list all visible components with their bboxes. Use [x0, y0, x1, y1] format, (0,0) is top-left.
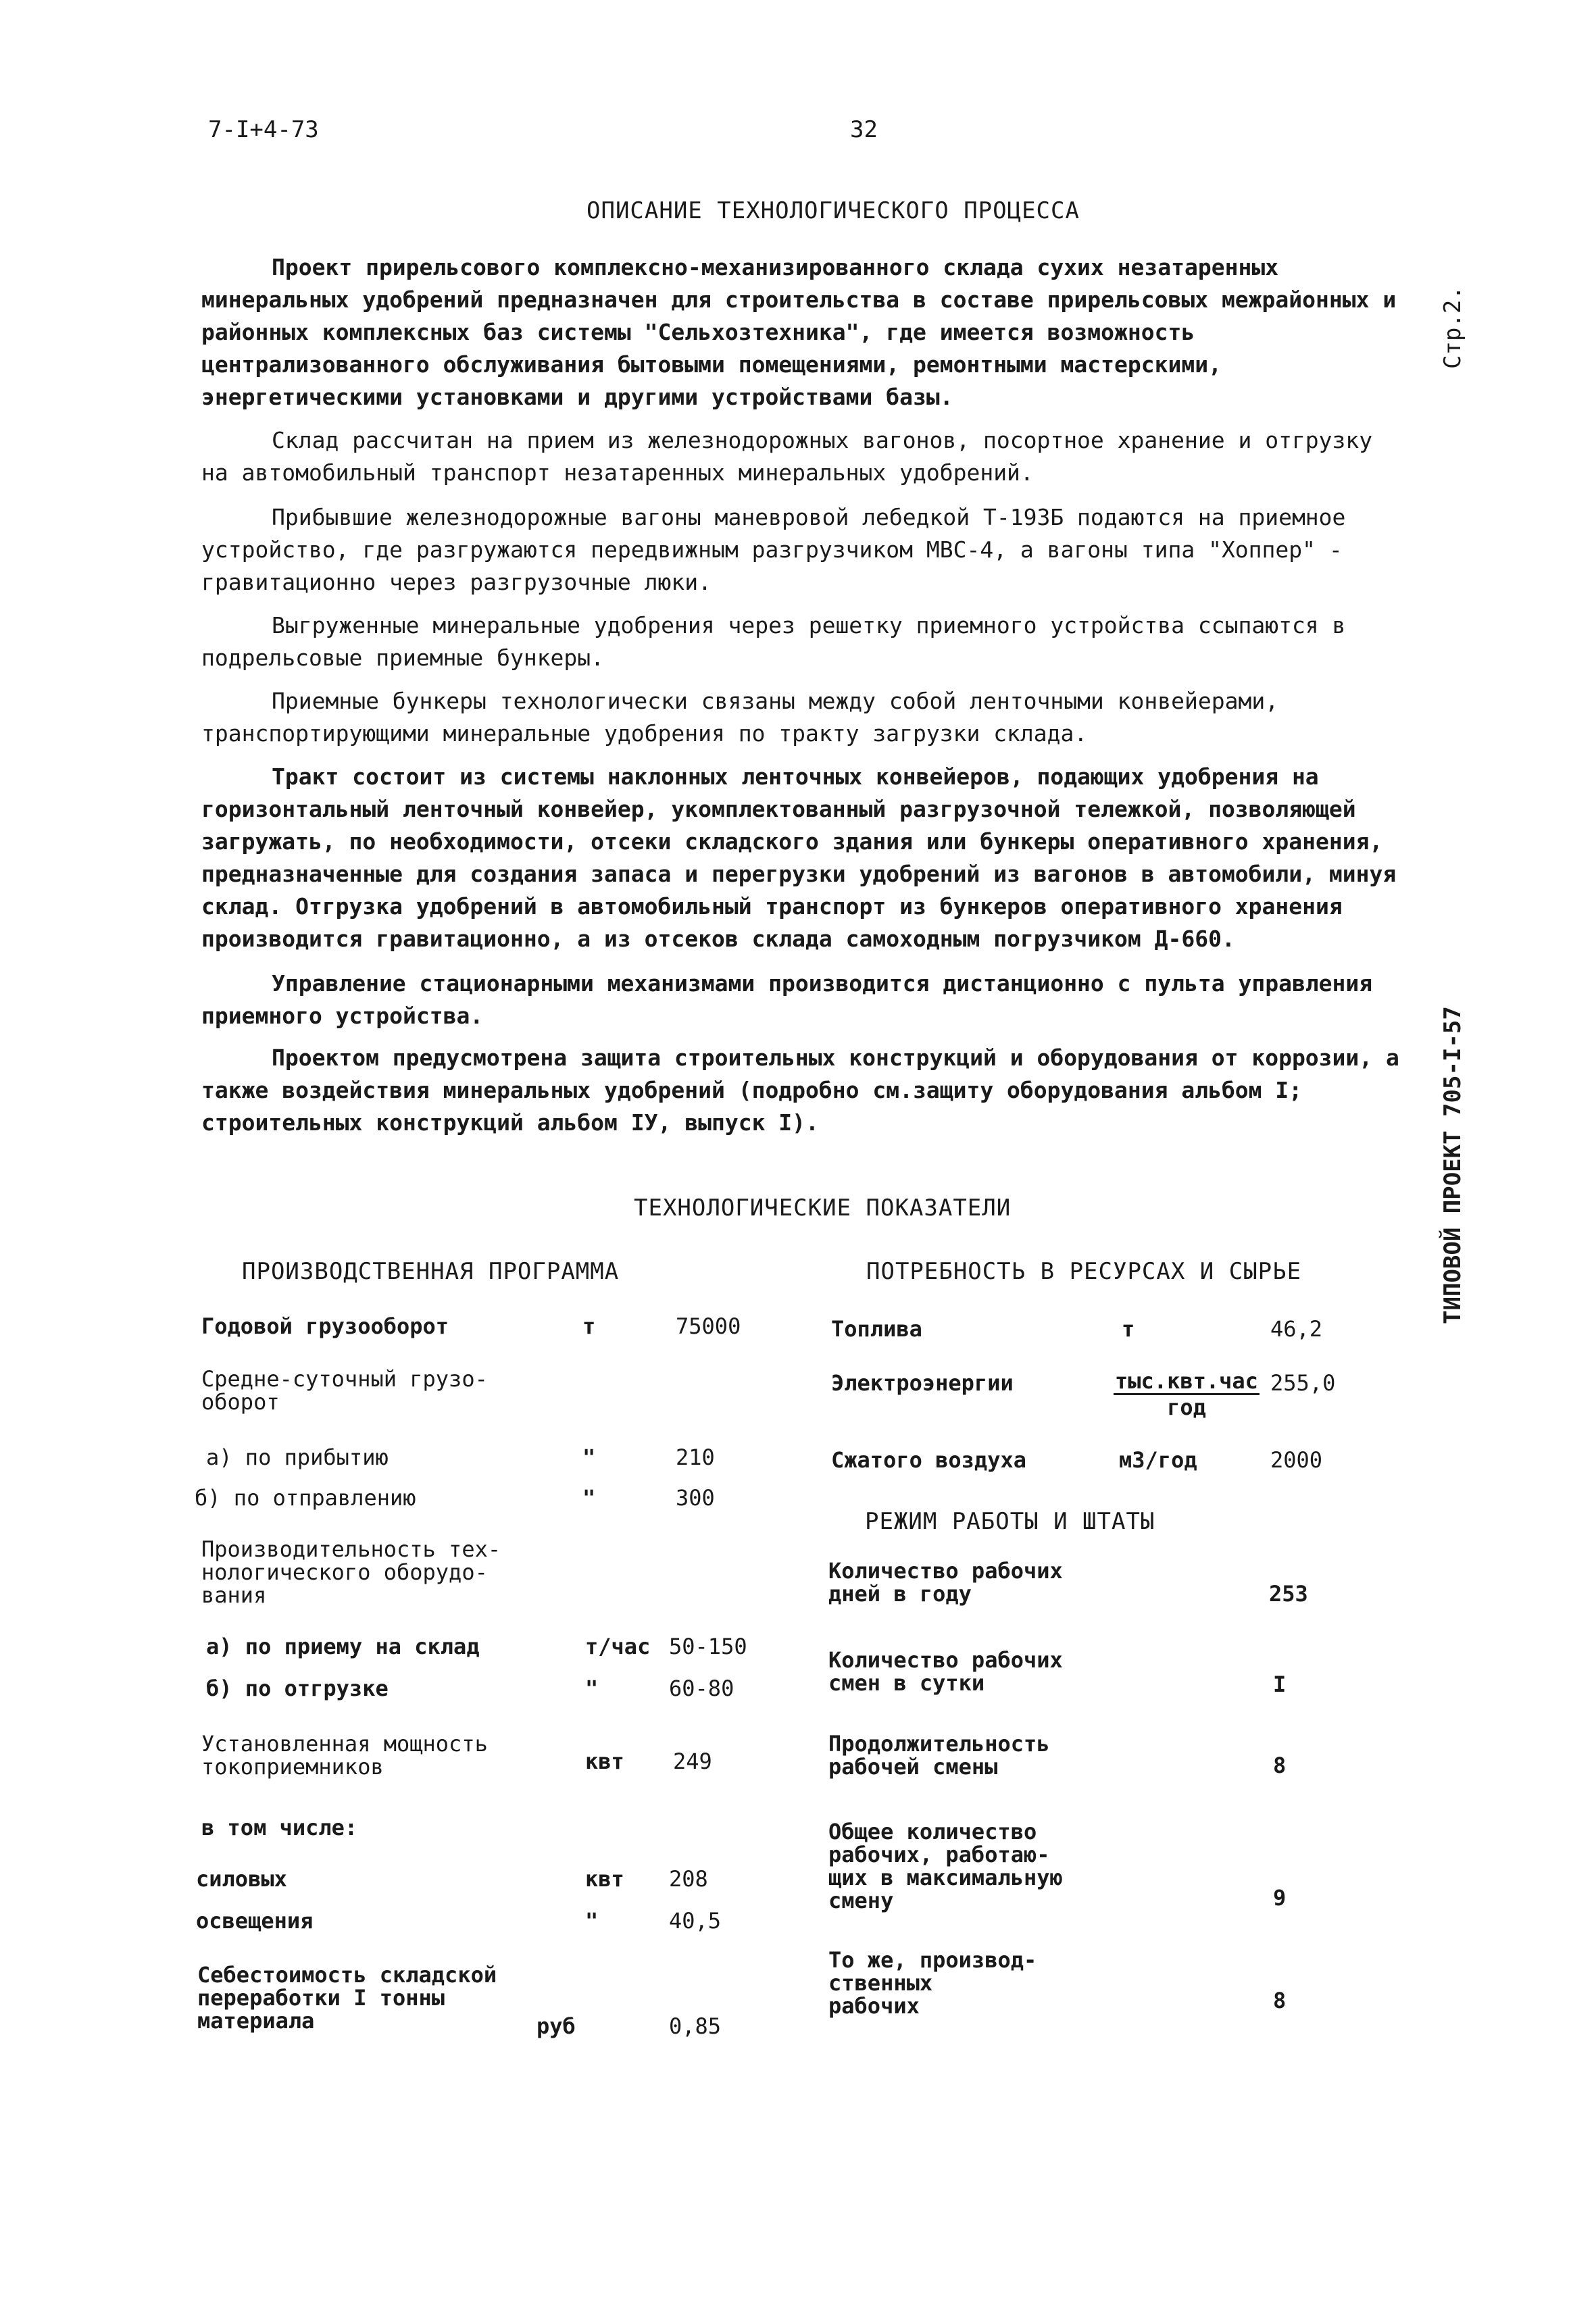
program-row-label: освещения [196, 1908, 314, 1934]
paragraph-8: Проектом предусмотрена защита строительных конструкций и оборудования от коррозии, а также воздействия минеральных удобрений (подробно см.защиту оборудования альбом I; строительных конструкций альбом IУ, выпуск I). [201, 1045, 1399, 1136]
staff-row-label: Общее количество рабочих, работаю- щих в максимальную смену [828, 1819, 1063, 1913]
program-row-unit: квт [585, 1749, 624, 1774]
program-row-value: 50-150 [669, 1634, 747, 1659]
paragraph-7: Управление стационарными механизмами производится дистанционно с пульта управления приемного устройства. [201, 970, 1373, 1029]
side-project-label: ТИПОВОЙ ПРОЕКТ 705-I-57 [1439, 1006, 1466, 1324]
paragraph-3: Прибывшие железнодорожные вагоны маневровой лебедкой Т-193Б подаются на приемное устройство, где разгружаются передвижным разгрузчиком МВС-4, а вагоны типа "Хоппер" - гравитационно через разгрузочные люки. [201, 504, 1346, 595]
staff-row-label: Количество рабочих смен в сутки [828, 1647, 1063, 1696]
program-row-unit: " [582, 1485, 596, 1511]
paragraph-1: Проект прирельсового комплексно-механизированного склада сухих незатаренных минеральных удобрений предназначен для строительства в составе прирельсовых межрайонных и районных комплексных баз системы "Сельхозтехника", где имеется возможность централизованного обслуживания бытовыми помещениями, ремонтными мастерскими, энергетическими установками и другими устройствами базы. [201, 254, 1397, 410]
program-row-value: 300 [676, 1485, 715, 1511]
description-title: ОПИСАНИЕ ТЕХНОЛОГИЧЕСКОГО ПРОЦЕССА [587, 197, 1080, 224]
unit-denominator: год [1167, 1394, 1206, 1420]
program-row-label: б) по отправлению [195, 1485, 416, 1511]
program-row-label: Годовой грузооборот [201, 1313, 449, 1339]
page-number: 32 [850, 116, 878, 143]
resources-row-value: 255,0 [1270, 1370, 1336, 1396]
staff-row-label: Продолжительность рабочей смены [828, 1731, 1050, 1780]
program-row-value: 60-80 [669, 1676, 734, 1701]
program-row-unit: " [582, 1444, 596, 1470]
paragraph-5: Приемные бункеры технологически связаны между собой ленточными конвейерами, транспортирующими минеральные удобрения по тракту загрузки склада. [201, 688, 1279, 747]
program-row-label: силовых [196, 1866, 287, 1892]
program-row-value: 75000 [676, 1313, 741, 1339]
staff-row-label: То же, производ- ственных рабочих [828, 1947, 1037, 2019]
indicators-title: ТЕХНОЛОГИЧЕСКИЕ ПОКАЗАТЕЛИ [634, 1194, 1012, 1222]
resources-row-label: Топлива [831, 1316, 922, 1342]
resources-row-value: 2000 [1270, 1447, 1323, 1473]
program-row-label: Себестоимость складской переработки I тонны материала [197, 1962, 497, 2034]
staff-row-value: I [1273, 1671, 1287, 1697]
resources-row-value: 46,2 [1270, 1316, 1323, 1342]
program-row-unit: квт [585, 1866, 624, 1892]
side-page-ref: Стр.2. [1439, 286, 1466, 369]
program-row-label: в том числе: [201, 1815, 358, 1840]
program-row-label: Производительность тех- нологического оборудо- вания [201, 1536, 501, 1608]
resources-title: ПОТРЕБНОСТЬ В РЕСУРСАХ И СЫРЬЕ [866, 1258, 1302, 1285]
program-title: ПРОИЗВОДСТВЕННАЯ ПРОГРАММА [242, 1258, 620, 1285]
resources-row-unit: м3/год [1119, 1447, 1197, 1473]
program-row-label: б) по отгрузке [206, 1676, 389, 1701]
program-row-unit: руб [537, 2013, 576, 2039]
program-row-value: 0,85 [669, 2013, 722, 2039]
paragraph-2: Склад рассчитан на прием из железнодорожных вагонов, посортное хранение и отгрузку на автомобильный транспорт незатаренных минеральных удобрений. [201, 427, 1373, 486]
program-row-label: Установленная мощность токоприемников [201, 1731, 488, 1780]
program-row-unit: " [585, 1908, 599, 1934]
resources-row-label: Сжатого воздуха [831, 1447, 1026, 1473]
program-row-label: а) по прибытию [206, 1444, 389, 1470]
program-row-label: а) по приему на склад [206, 1634, 480, 1659]
program-row-value: 40,5 [669, 1908, 722, 1934]
resources-row-unit-fraction [1114, 1369, 1260, 1419]
staff-row-value: 253 [1269, 1581, 1308, 1607]
resources-row-label: Электроэнергии [831, 1370, 1014, 1396]
staff-row-value: 8 [1273, 1753, 1287, 1778]
staff-row-label: Количество рабочих дней в году [828, 1558, 1063, 1607]
paragraph-4: Выгруженные минеральные удобрения через решетку приемного устройства ссыпаются в подрельсовые приемные бункеры. [201, 612, 1346, 671]
program-row-value: 249 [673, 1749, 712, 1774]
program-row-unit: т [582, 1313, 596, 1339]
program-row-value: 210 [676, 1444, 715, 1470]
resources-row-unit: т [1122, 1316, 1135, 1342]
staff-title: РЕЖИМ РАБОТЫ И ШТАТЫ [865, 1508, 1155, 1535]
program-row-unit: т/час [585, 1634, 651, 1659]
paragraph-6: Тракт состоит из системы наклонных ленточных конвейеров, подающих удобрения на горизонтальный ленточный конвейер, укомплектованный разгрузочной тележкой, позволяющей загружать, по необходимости, отсеки складского здания или бункеры оперативного хранения, предназначенные для создания запаса и перегрузки удобрений из вагонов в автомобили, минуя склад. Отгрузка удобрений в автомобильный транспорт из бункеров оперативного хранения производится гравитационно, а из отсеков склада самоходным погрузчиком Д-660. [201, 763, 1397, 952]
document-code: 7-I+4-73 [208, 116, 319, 143]
program-row-unit: " [585, 1676, 599, 1701]
program-row-value: 208 [669, 1866, 708, 1892]
program-row-label: Средне-суточный грузо- оборот [201, 1366, 488, 1415]
unit-numerator: тыс.квт.час [1115, 1368, 1258, 1394]
staff-row-value: 9 [1273, 1885, 1287, 1911]
staff-row-value: 8 [1273, 1988, 1287, 2013]
